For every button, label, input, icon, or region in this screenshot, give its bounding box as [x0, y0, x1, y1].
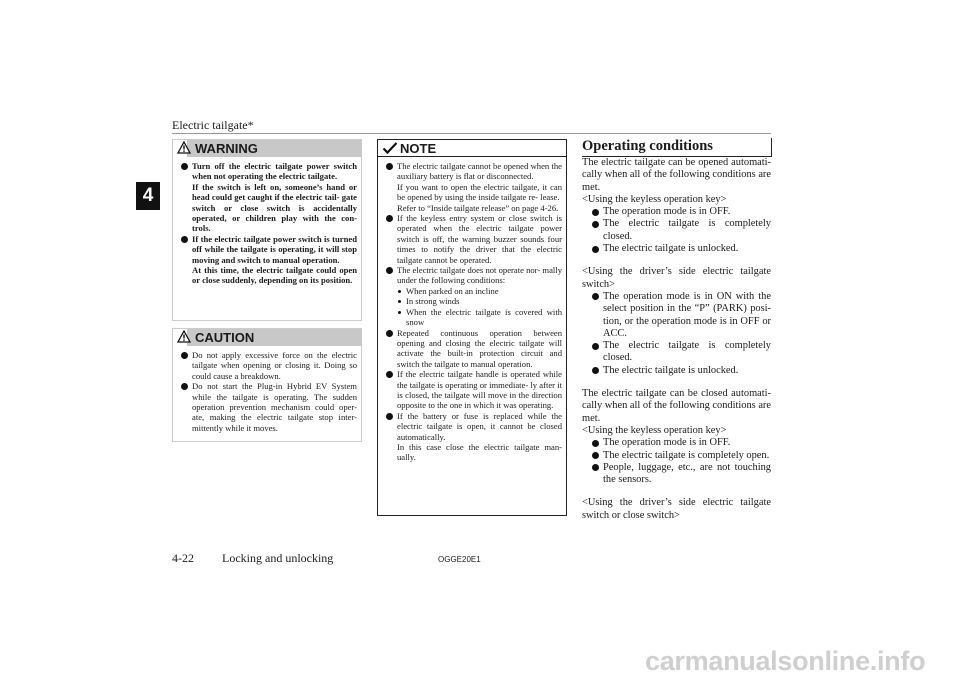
bullet-icon	[592, 221, 599, 228]
note-item	[384, 161, 562, 213]
bullet-icon	[181, 163, 188, 170]
note-item-5: If the electric tailgate handle is operated while the tailgate is operating or immediate- ly after it is closed, the tailgate will move in the direction opposite to the one in which it was operating.	[397, 369, 562, 411]
operating-conditions-body	[582, 157, 771, 522]
list-item	[582, 450, 771, 462]
bullet-icon	[592, 452, 599, 459]
caution-item	[179, 381, 357, 433]
bullet-icon	[592, 343, 599, 350]
note-subitem	[397, 307, 562, 328]
list-item-text: The operation mode is in ON with the select position in the “P” (PARK) posi- tion, or the operation mode is in OFF or ACC.	[603, 290, 771, 339]
footer-section-title: Locking and unlocking	[222, 551, 334, 565]
list-item-text: The electric tailgate is completely open.	[603, 449, 770, 461]
small-bullet-icon	[398, 290, 401, 293]
warning-item	[179, 234, 357, 286]
note-item-2: If the keyless entry system or close switch is operated when the electric tailgate power switch is off, the warning buzzer sounds four times to notify the driver that the electric tailgate cannot be operated.	[397, 213, 562, 265]
bullet-icon	[181, 236, 188, 243]
section-heading	[582, 138, 772, 157]
warning-item-1-line-1: Turn off the electric tailgate power switch when not operating the electric tailgate.	[192, 161, 357, 182]
list-item-text: The electric tailgate is unlocked.	[603, 364, 739, 376]
keyless-label: <Using the keyless operation key>	[582, 193, 727, 205]
note-item-4: Repeated continuous operation between opening and closing the electric tailgate will activate the built-in protection circuit and switch the tailgate to manual operation.	[397, 327, 562, 369]
list-item	[582, 243, 771, 255]
bullet-icon	[181, 383, 188, 390]
note-item-1-line-1: The electric tailgate cannot be opened when the auxiliary battery is flat or disconnected.	[397, 161, 562, 182]
note-item	[384, 411, 562, 463]
checkmark-icon	[382, 141, 398, 155]
list-item-text: The electric tailgate is unlocked.	[603, 243, 739, 255]
caution-box	[172, 328, 362, 442]
bullet-icon	[592, 464, 599, 471]
note-header	[378, 140, 566, 157]
note-subitem-1: When parked on an incline	[406, 285, 499, 296]
note-label: NOTE	[400, 141, 437, 156]
bullet-icon	[592, 246, 599, 253]
driver-switch-label: <Using the driver’s side electric tailgate switch>	[582, 266, 771, 290]
list-item-text: The operation mode is in OFF.	[603, 206, 731, 218]
bullet-icon	[592, 293, 599, 300]
small-bullet-icon	[398, 311, 401, 314]
bullet-icon	[592, 367, 599, 374]
bullet-icon	[592, 440, 599, 447]
note-subitem-3: When the electric tailgate is covered with snow	[406, 306, 562, 328]
driver-close-label: <Using the driver’s side electric tailgate switch or close switch>	[582, 497, 771, 521]
list-item-text: The electric tailgate is completely closed.	[603, 218, 771, 242]
caution-item-1: Do not apply excessive force on the electric tailgate when opening or closing it. Doing so could cause a breakdown.	[192, 350, 357, 381]
note-item-1-line-2: If you want to open the electric tailgate, it can be opened by using the inside tailgate re- lease.	[397, 181, 562, 203]
document-code: OGGE20E1	[438, 555, 481, 564]
note-item-6-line-1: If the battery or fuse is replaced while the electric tailgate is open, it cannot be closed automatically.	[397, 410, 562, 442]
warning-item-2-line-2: At this time, the electric tailgate could open or close suddenly, depending on its position.	[192, 265, 357, 286]
list-item-text: The electric tailgate is completely closed.	[603, 340, 771, 364]
warning-box	[172, 139, 362, 321]
caution-header	[173, 329, 361, 346]
caution-item-2: Do not start the Plug-in Hybrid EV System while the tailgate is operating. The sudden operation prevention mechanism could oper- ate, making the electric tailgate stop inter- mittently while it moves.	[192, 381, 357, 433]
open-intro: The electric tailgate can be opened automati- cally when all of the following conditions are met.	[582, 157, 771, 193]
note-subitem-2: In strong winds	[406, 296, 460, 307]
list-item	[582, 218, 771, 243]
warning-header	[173, 140, 361, 157]
note-box	[377, 139, 567, 516]
bullet-icon	[592, 209, 599, 216]
bullet-icon	[386, 371, 393, 378]
keyless-label-2: <Using the keyless operation key>	[582, 424, 727, 436]
section-heading-text: Operating conditions	[582, 138, 713, 154]
note-item	[384, 328, 562, 370]
bullet-icon	[386, 215, 393, 222]
list-item	[582, 462, 771, 487]
close-intro: The electric tailgate can be closed automati- cally when all of the following conditions are met.	[582, 388, 771, 424]
list-item	[582, 340, 771, 365]
note-subitem	[397, 296, 562, 306]
list-item	[582, 206, 771, 218]
bullet-icon	[386, 163, 393, 170]
page-header-title: Electric tailgate*	[172, 118, 254, 132]
list-item	[582, 365, 771, 377]
bullet-icon	[386, 413, 393, 420]
note-item	[384, 213, 562, 265]
watermark: carmanualsonline.info	[645, 646, 926, 676]
warning-item	[179, 161, 357, 234]
warning-label: WARNING	[195, 141, 258, 156]
warning-item-2-line-1: If the electric tailgate power switch is turned off while the tailgate is operating, it will stop moving and switch to manual operation.	[192, 233, 357, 265]
note-item-6-line-2: In this case close the electric tailgate man- ually.	[397, 441, 562, 463]
warning-triangle-icon	[177, 141, 191, 154]
header-rule	[172, 133, 771, 134]
small-bullet-icon	[398, 300, 401, 303]
list-item-text: People, luggage, etc., are not touching the sensors.	[603, 461, 771, 486]
note-item	[384, 369, 562, 411]
warning-item-1-line-2: If the switch is left on, someone’s hand or head could get caught if the electric tail- gate switch or close switch is accidentally operated, or children play with the con- trols.	[192, 181, 357, 234]
caution-label: CAUTION	[195, 330, 255, 345]
list-item	[582, 291, 771, 340]
bullet-icon	[181, 352, 188, 359]
caution-triangle-icon	[177, 330, 191, 343]
note-subitem	[397, 286, 562, 296]
bullet-icon	[386, 267, 393, 274]
note-item-1-line-3: Refer to “Inside tailgate release” on page 4-26.	[397, 202, 559, 213]
page-number: 4-22	[172, 551, 194, 565]
note-item	[384, 265, 562, 327]
list-item	[582, 437, 771, 449]
bullet-icon	[386, 330, 393, 337]
caution-item	[179, 350, 357, 381]
note-item-3: The electric tailgate does not operate nor- mally under the following conditions:	[397, 265, 562, 286]
chapter-tab: 4	[136, 182, 160, 210]
list-item-text: The operation mode is in OFF.	[603, 437, 731, 449]
